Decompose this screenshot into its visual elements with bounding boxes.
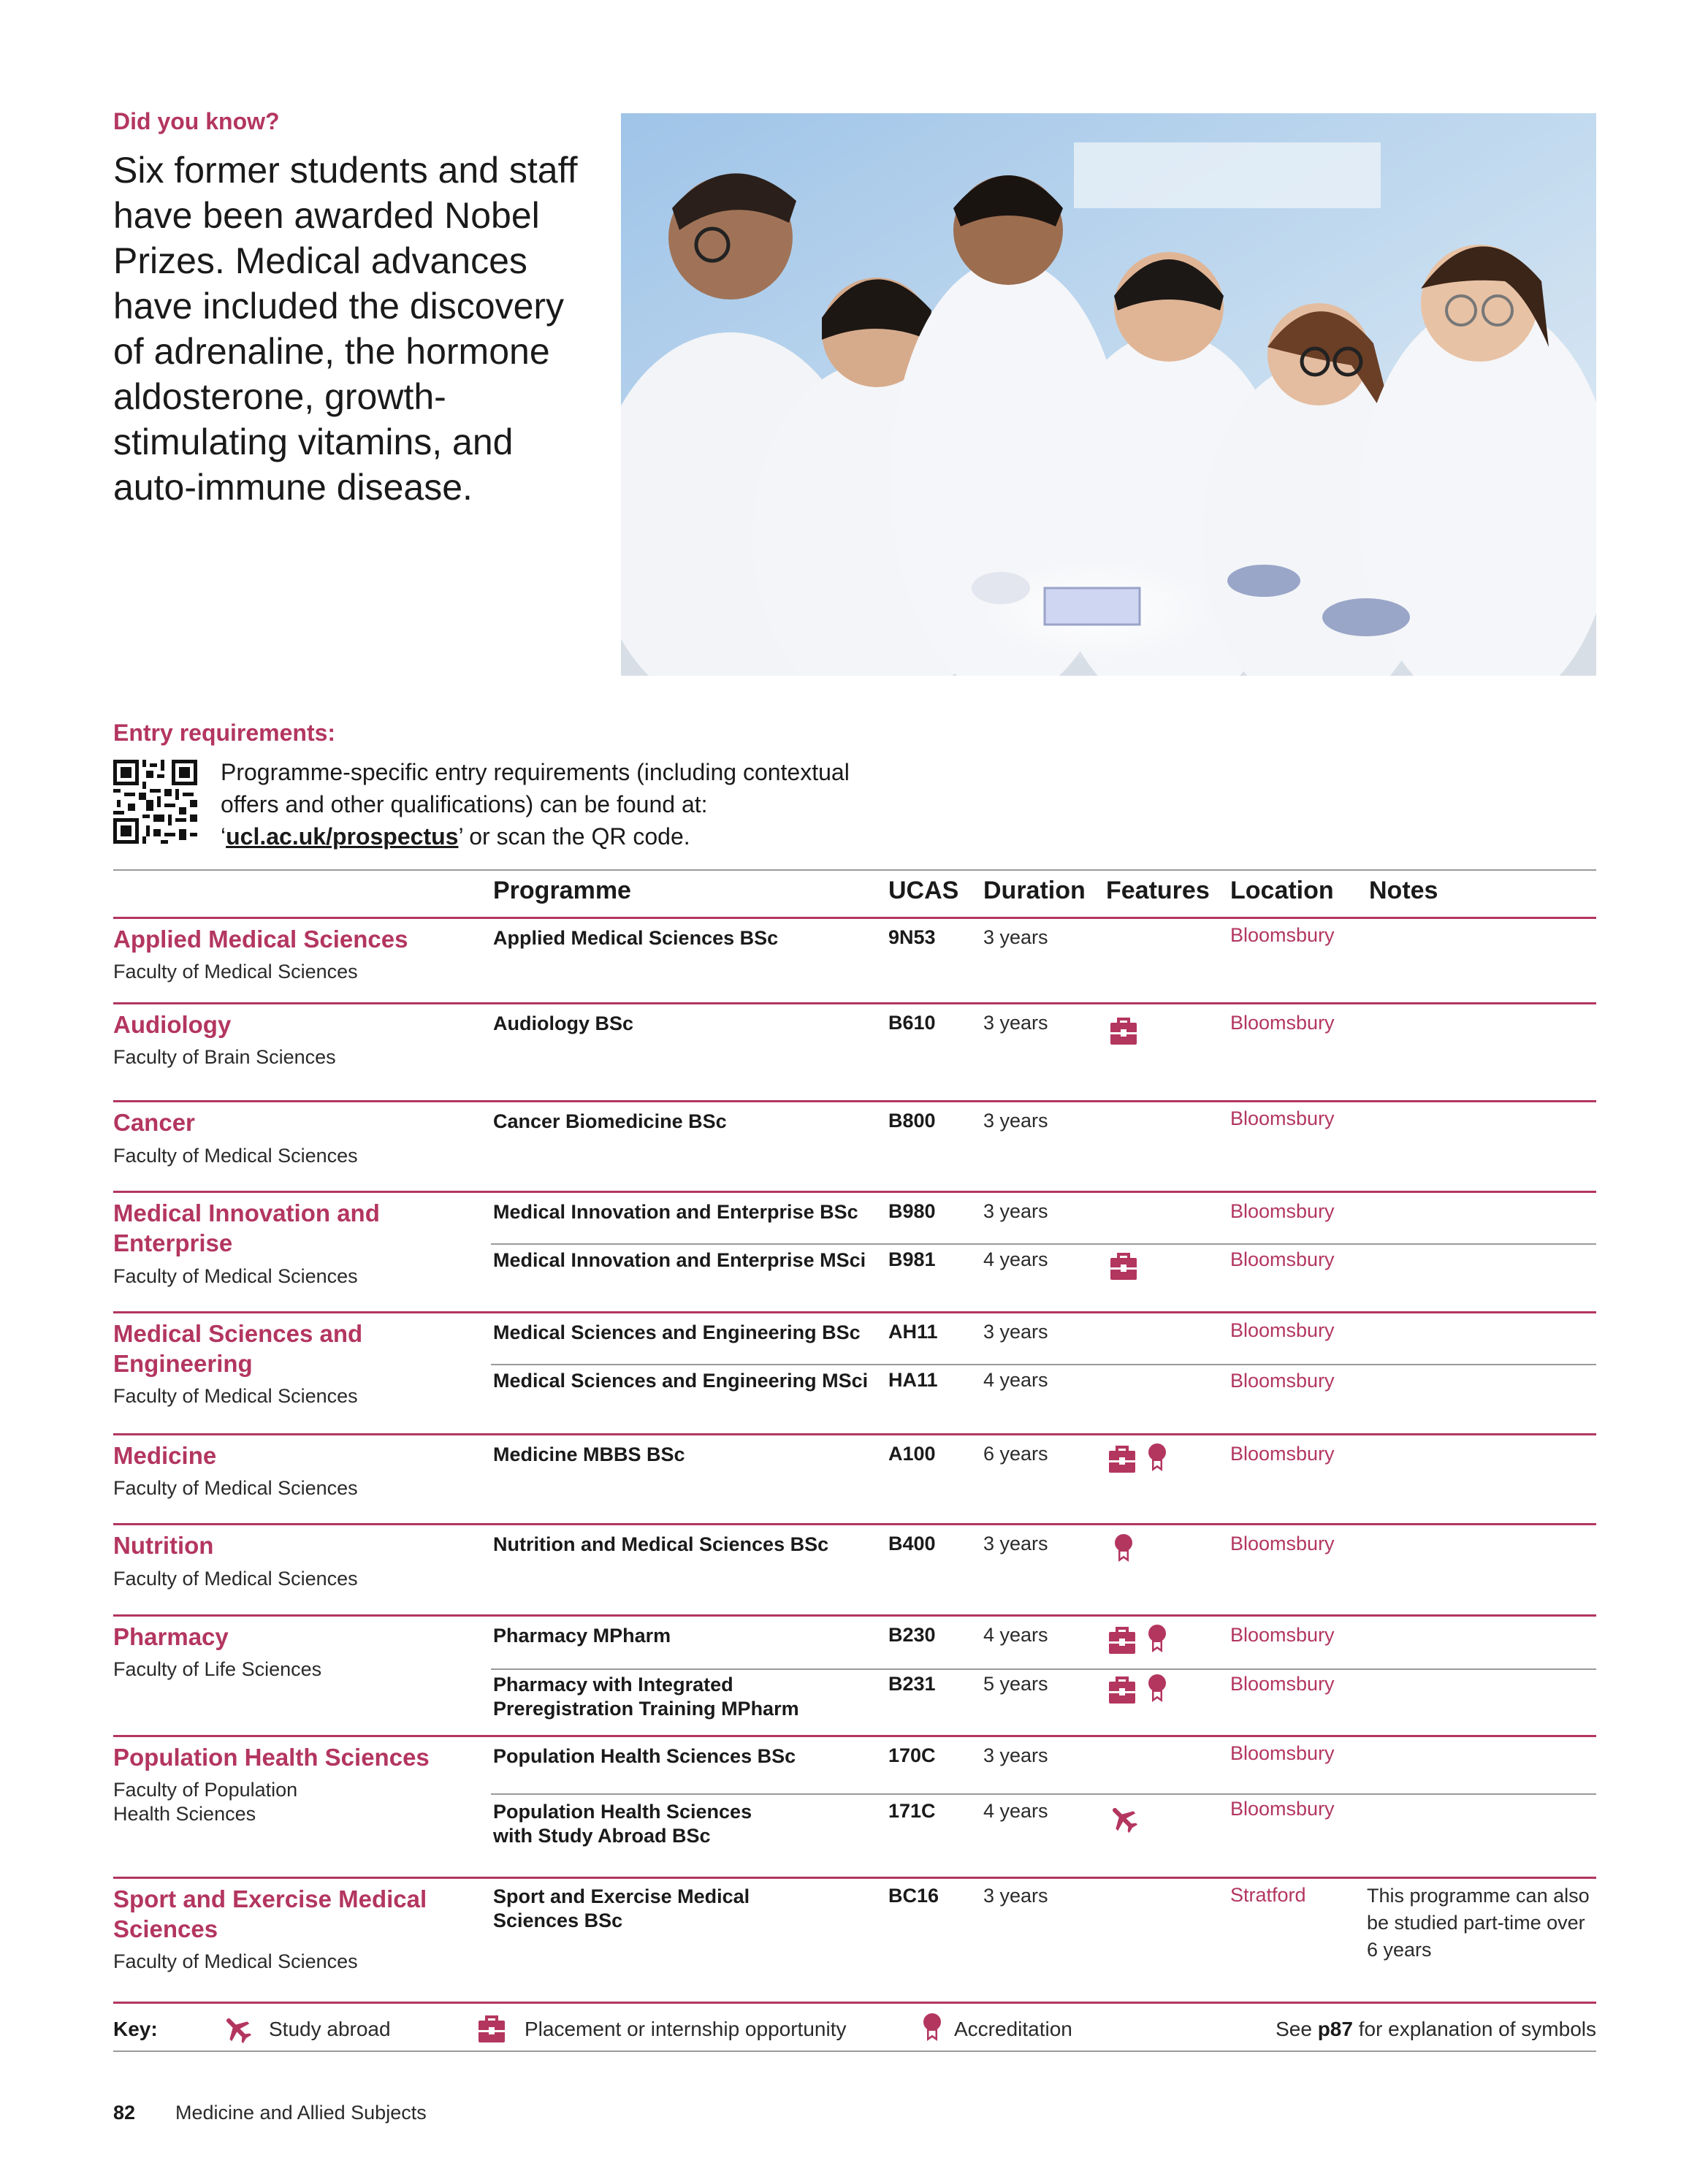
faculty-label: Faculty of Medical Sciences xyxy=(113,961,358,983)
key-accreditation-label: Accreditation xyxy=(954,2018,1072,2040)
location: Bloomsbury xyxy=(1230,1798,1335,1820)
duration: 3 years xyxy=(983,1321,1048,1343)
duration: 4 years xyxy=(983,1624,1048,1646)
duration: 6 years xyxy=(983,1443,1048,1465)
ucas-code: B400 xyxy=(888,1533,936,1554)
subject-heading: Population Health Sciences xyxy=(113,1744,430,1771)
location: Bloomsbury xyxy=(1230,1107,1335,1129)
lab-students-photo xyxy=(621,113,1596,676)
header-duration: Duration xyxy=(983,877,1086,904)
ucas-code: B610 xyxy=(888,1012,936,1034)
entry-text-before: Programme-specific entry requirements (including contextual offers and other qualifications) can be found at: ‘ xyxy=(221,759,850,850)
placement-icon xyxy=(1107,1674,1137,1706)
ucas-code: AH11 xyxy=(888,1321,938,1343)
programme-name: Medical Sciences and Engineering BSc xyxy=(493,1321,861,1343)
header-ucas: UCAS xyxy=(888,877,959,904)
accreditation-icon xyxy=(1143,1622,1172,1654)
key-label: Key: xyxy=(113,2018,158,2040)
duration: 3 years xyxy=(983,1533,1048,1554)
ucas-code: 171C xyxy=(888,1800,936,1822)
subject-heading: Medicine xyxy=(113,1442,217,1469)
header-programme: Programme xyxy=(493,877,631,904)
header-features: Features xyxy=(1106,877,1210,904)
subject-heading: Audiology xyxy=(113,1011,232,1038)
key-see-page[interactable]: p87 xyxy=(1317,2018,1353,2040)
location: Bloomsbury xyxy=(1230,1673,1335,1695)
programme-name: Medical Sciences and Engineering MSci xyxy=(493,1370,869,1392)
key-bottom-rule xyxy=(113,2051,1596,2052)
ucas-code: B230 xyxy=(888,1624,936,1646)
ucas-code: B231 xyxy=(888,1673,936,1695)
ucas-code: B800 xyxy=(888,1110,936,1132)
group-rule xyxy=(113,1735,1596,1737)
faculty-label: Faculty of Medical Sciences xyxy=(113,1145,358,1167)
location: Bloomsbury xyxy=(1230,1370,1335,1392)
programme-name: Cancer Biomedicine BSc xyxy=(493,1110,727,1132)
study-abroad-icon xyxy=(1109,1803,1138,1835)
accreditation-icon xyxy=(1143,1671,1172,1704)
ucas-code: BC16 xyxy=(888,1885,939,1907)
placement-icon xyxy=(1107,1443,1137,1476)
group-rule xyxy=(113,1614,1596,1617)
notes-text: This programme can also be studied part-time over 6 years xyxy=(1367,1885,1590,1961)
key-placement-label: Placement or internship opportunity xyxy=(525,2018,847,2040)
duration: 3 years xyxy=(983,1744,1048,1766)
subject-heading: Medical Innovation and Enterprise xyxy=(113,1199,380,1256)
duration: 3 years xyxy=(983,1110,1048,1132)
key-see-before: See xyxy=(1276,2018,1318,2040)
programme-name: Medicine MBBS BSc xyxy=(493,1443,685,1465)
group-rule xyxy=(113,1877,1596,1879)
accreditation-icon xyxy=(918,2010,947,2042)
programme-name: Audiology BSc xyxy=(493,1012,634,1034)
group-rule xyxy=(113,1100,1596,1102)
entry-requirements-text xyxy=(221,756,878,852)
key-top-rule xyxy=(113,2002,1596,2004)
faculty-label: Faculty of Life Sciences xyxy=(113,1658,322,1680)
faculty-label: Faculty of Medical Sciences xyxy=(113,1477,358,1499)
group-rule xyxy=(113,917,1596,919)
duration: 3 years xyxy=(983,1200,1048,1222)
key-study-abroad-label: Study abroad xyxy=(269,2018,391,2040)
faculty-label: Faculty of Medical Sciences xyxy=(113,1568,358,1590)
placement-icon xyxy=(477,2013,506,2045)
duration: 4 years xyxy=(983,1248,1048,1270)
subject-heading: Pharmacy xyxy=(113,1623,229,1650)
location: Bloomsbury xyxy=(1230,1443,1335,1465)
subject-heading: Nutrition xyxy=(113,1532,214,1559)
group-rule xyxy=(113,1002,1596,1004)
location: Bloomsbury xyxy=(1230,1624,1335,1646)
faculty-label: Faculty of Brain Sciences xyxy=(113,1046,336,1068)
qr-code-icon[interactable] xyxy=(113,760,197,844)
study-abroad-icon xyxy=(223,2013,252,2045)
programme-name: Sport and Exercise Medical Sciences BSc xyxy=(493,1885,750,1931)
placement-icon xyxy=(1109,1251,1138,1283)
duration: 3 years xyxy=(983,926,1048,948)
programme-name: Applied Medical Sciences BSc xyxy=(493,927,779,949)
key-see-after: for explanation of symbols xyxy=(1352,2018,1596,2040)
ucas-code: HA11 xyxy=(888,1369,938,1391)
group-rule xyxy=(113,1191,1596,1193)
row-divider xyxy=(491,1668,1596,1670)
subject-heading: Cancer xyxy=(113,1109,195,1136)
programme-name: Pharmacy MPharm xyxy=(493,1625,671,1647)
faculty-label: Faculty of Medical Sciences xyxy=(113,1265,358,1287)
duration: 4 years xyxy=(983,1800,1048,1822)
subject-heading: Sport and Exercise Medical Sciences xyxy=(113,1885,427,1942)
duration: 3 years xyxy=(983,1012,1048,1034)
duration: 4 years xyxy=(983,1369,1048,1391)
accreditation-icon xyxy=(1109,1531,1138,1563)
duration: 3 years xyxy=(983,1885,1048,1907)
programme-name: Medical Innovation and Enterprise BSc xyxy=(493,1201,858,1223)
entry-requirements-label: Entry requirements: xyxy=(113,720,336,746)
ucas-code: A100 xyxy=(888,1443,936,1465)
faculty-label: Faculty of Medical Sciences xyxy=(113,1950,358,1972)
location: Bloomsbury xyxy=(1230,1742,1335,1764)
did-you-know-text: Six former students and staff have been awarded Nobel Prizes. Medical advances have included the discovery of adrenaline, the hormone aldosterone, growth-stimulating vitamins, and auto-immune disease. xyxy=(113,150,578,508)
location: Bloomsbury xyxy=(1230,924,1335,946)
duration: 5 years xyxy=(983,1673,1048,1695)
programme-name: Nutrition and Medical Sciences BSc xyxy=(493,1533,829,1555)
location: Bloomsbury xyxy=(1230,1248,1335,1270)
ucas-code: 9N53 xyxy=(888,926,936,948)
header-notes: Notes xyxy=(1369,877,1438,904)
entry-text-after: ’ or scan the QR code. xyxy=(458,823,690,850)
programme-name: Medical Innovation and Enterprise MSci xyxy=(493,1249,866,1271)
placement-icon xyxy=(1109,1015,1138,1048)
faculty-label: Faculty of Medical Sciences xyxy=(113,1385,358,1407)
row-divider xyxy=(491,1793,1596,1795)
prospectus-link[interactable]: ucl.ac.uk/prospectus xyxy=(226,823,459,850)
section-title: Medicine and Allied Subjects xyxy=(175,2102,427,2124)
faculty-label: Faculty of Population Health Sciences xyxy=(113,1779,298,1825)
did-you-know-label: Did you know? xyxy=(113,108,280,134)
location: Bloomsbury xyxy=(1230,1533,1335,1554)
subject-heading: Applied Medical Sciences xyxy=(113,926,408,953)
ucas-code: 170C xyxy=(888,1744,936,1766)
accreditation-icon xyxy=(1143,1441,1172,1473)
ucas-code: B981 xyxy=(888,1248,936,1270)
table-top-rule xyxy=(113,869,1596,871)
location: Bloomsbury xyxy=(1230,1319,1335,1341)
location: Bloomsbury xyxy=(1230,1012,1335,1034)
group-rule xyxy=(113,1311,1596,1313)
location: Bloomsbury xyxy=(1230,1200,1335,1222)
group-rule xyxy=(113,1433,1596,1435)
subject-heading: Medical Sciences and Engineering xyxy=(113,1320,363,1377)
header-location: Location xyxy=(1230,877,1334,904)
row-divider xyxy=(491,1243,1596,1245)
programme-name: Pharmacy with Integrated Preregistration Training MPharm xyxy=(493,1674,799,1720)
placement-icon xyxy=(1107,1625,1137,1657)
page-number: 82 xyxy=(113,2102,136,2124)
programme-name: Population Health Sciences with Study Abroad BSc xyxy=(493,1801,752,1847)
ucas-code: B980 xyxy=(888,1200,936,1222)
row-divider xyxy=(491,1364,1596,1365)
location: Stratford xyxy=(1230,1884,1306,1906)
programme-name: Population Health Sciences BSc xyxy=(493,1745,796,1767)
group-rule xyxy=(113,1523,1596,1525)
key-see-note xyxy=(1276,2018,1596,2041)
